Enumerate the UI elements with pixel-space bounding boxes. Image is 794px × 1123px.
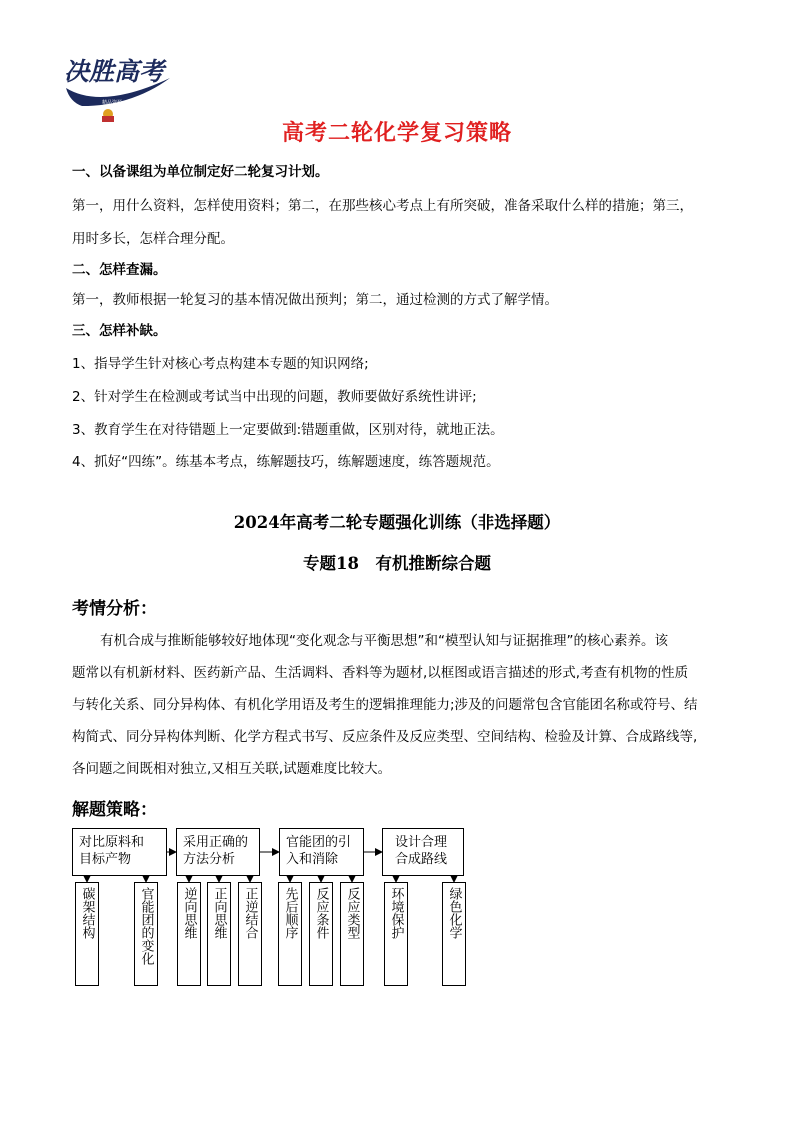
sub-label: 反应条件 bbox=[313, 887, 329, 939]
course-title: 2024年高考二轮专题强化训练（非选择题） bbox=[233, 513, 561, 532]
step-label-2: 入和消除 bbox=[286, 852, 339, 867]
heading-fill: 三、怎样补缺。 bbox=[72, 323, 167, 339]
sub-label: 反应类型 bbox=[344, 887, 360, 939]
step-functional-group bbox=[279, 828, 364, 876]
strategy-heading: 解题策略： bbox=[72, 800, 157, 820]
sub-label: 绿色化学 bbox=[446, 887, 462, 939]
step-label-2: 方法分析 bbox=[183, 852, 236, 867]
list-item: 3、教育学生在对待错题上一定要做到:错题重做，区别对待，就地正法。 bbox=[72, 422, 504, 438]
step-label-2: 目标产物 bbox=[79, 852, 132, 867]
flow-diagram bbox=[70, 828, 480, 990]
plan-text-2: 用时多长，怎样合理分配。 bbox=[72, 231, 234, 247]
list-item: 4、抓好“四练”。练基本考点，练解题技巧，练解题速度，练答题规范。 bbox=[72, 454, 500, 470]
step-compare bbox=[72, 828, 167, 876]
step-method bbox=[176, 828, 260, 876]
step-route bbox=[382, 828, 464, 876]
list-item: 2、针对学生在检测或考试当中出现的问题，教师要做好系统性讲评; bbox=[72, 389, 477, 405]
sub-box bbox=[238, 882, 262, 986]
svg-text:精品资源 · 尽在决胜: 精品资源 · 尽在决胜 bbox=[102, 100, 147, 106]
heading-check: 二、怎样查漏。 bbox=[72, 262, 167, 278]
plan-text-1: 第一，用什么资料，怎样使用资料；第二，在那些核心考点上有所突破，准备采取什么样的措施；第三， bbox=[72, 198, 693, 214]
sub-box bbox=[177, 882, 201, 986]
analysis-line: 有机合成与推断能够较好地体现“变化观念与平衡思想”和“模型认知与证据推理”的核心素养。该 bbox=[100, 633, 668, 649]
sub-box bbox=[75, 882, 99, 986]
check-text: 第一，教师根据一轮复习的基本情况做出预判；第二，通过检测的方式了解学情。 bbox=[72, 292, 558, 308]
heading-plan: 一、以备课组为单位制定好二轮复习计划。 bbox=[72, 164, 329, 180]
topic-title: 专题18 有机推断综合题 bbox=[303, 554, 491, 573]
step-label-1: 官能团的引 bbox=[286, 835, 352, 850]
sub-label: 环境保护 bbox=[388, 887, 404, 939]
sub-label: 正向思维 bbox=[211, 887, 227, 939]
step-label-1: 采用正确的 bbox=[183, 835, 249, 850]
sub-box bbox=[384, 882, 408, 986]
sub-label: 官能团的变化 bbox=[138, 887, 154, 965]
analysis-line: 各问题之间既相对独立,又相互关联,试题难度比较大。 bbox=[72, 761, 392, 777]
page-title: 高考二轮化学复习策略 bbox=[281, 121, 512, 146]
sub-box bbox=[134, 882, 158, 986]
step-label-2: 合成路线 bbox=[395, 852, 448, 867]
analysis-line: 题常以有机新材料、医药新产品、生活调料、香料等为题材,以框图或语言描述的形式,考查有机物的性质 bbox=[72, 665, 689, 681]
logo bbox=[62, 48, 174, 126]
sub-box bbox=[442, 882, 466, 986]
logo-graphic bbox=[62, 48, 174, 126]
sub-box bbox=[278, 882, 302, 986]
analysis-line: 与转化关系、同分异构体、有机化学用语及考生的逻辑推理能力;涉及的问题常包含官能团名称或符号、结 bbox=[72, 697, 698, 713]
sub-box bbox=[309, 882, 333, 986]
sub-label: 正逆结合 bbox=[242, 887, 258, 939]
step-label-1: 对比原料和 bbox=[79, 835, 145, 850]
sub-label: 碳架结构 bbox=[79, 887, 95, 939]
step-label-1: 设计合理 bbox=[395, 835, 448, 850]
sub-box bbox=[340, 882, 364, 986]
sub-label: 逆向思维 bbox=[181, 887, 197, 939]
sub-label: 先后顺序 bbox=[282, 887, 298, 939]
analysis-heading: 考情分析： bbox=[72, 599, 157, 619]
sub-box bbox=[207, 882, 231, 986]
list-item: 1、指导学生针对核心考点构建本专题的知识网络; bbox=[72, 356, 369, 372]
svg-text:决胜高考: 决胜高考 bbox=[64, 57, 165, 86]
analysis-line: 构简式、同分异构体判断、化学方程式书写、反应条件及反应类型、空间结构、检验及计算、合成路线等, bbox=[72, 729, 698, 745]
